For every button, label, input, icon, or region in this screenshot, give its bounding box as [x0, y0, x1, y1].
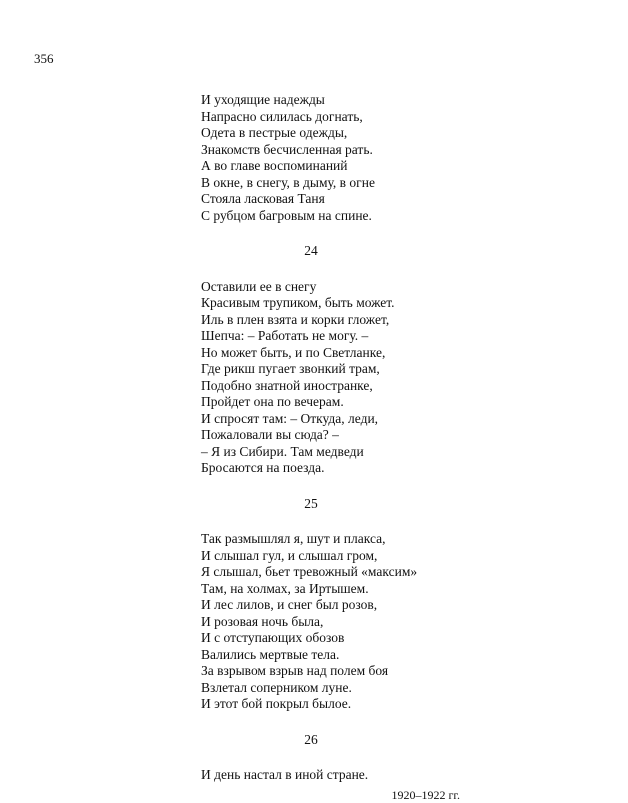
poem-line: Подобно знатной иностранке,: [201, 377, 373, 393]
poem-line: Бросаются на поезда.: [201, 460, 325, 475]
poem-line: И лес лилов, и снег был розов,: [201, 597, 378, 612]
poem-line: Напрасно силилась догнать,: [201, 108, 363, 124]
poem-line: Шепча: – Работать не могу. –: [201, 328, 369, 343]
stanza: [201, 767, 501, 784]
poem-line: С рубцом багровым на спине.: [201, 207, 372, 223]
poem-line: Там, на холмах, за Иртышем.: [201, 580, 369, 596]
poem-line: А во главе воспоминаний: [201, 158, 348, 173]
poem-line: Красивым трупиком, быть может.: [201, 295, 395, 310]
stanza-number: 26: [304, 731, 318, 747]
stanza: [201, 279, 501, 477]
poem-line: – Я из Сибири. Там медведи: [201, 443, 364, 459]
stanza-number: 24: [304, 243, 318, 258]
date-line: 1920–1922 гг.: [391, 787, 460, 802]
poem-line: Знакомств бесчисленная рать.: [201, 141, 373, 157]
poem-line: Пожаловали вы сюда? –: [201, 427, 339, 442]
poem-line: Так размышлял я, шут и плакса,: [201, 531, 386, 546]
page-number: 356: [34, 51, 54, 66]
poem-line: В окне, в снегу, в дыму, в огне: [201, 174, 375, 190]
stanza: [201, 92, 501, 224]
poem-line: И с отступающих обозов: [201, 630, 345, 645]
poem-line: И розовая ночь была,: [201, 613, 324, 629]
poem-line: Но может быть, и по Светланке,: [201, 344, 386, 360]
poem-line: За взрывом взрыв над полем боя: [201, 663, 389, 678]
poem: [201, 92, 501, 803]
poem-line: Взлетал соперником луне.: [201, 679, 352, 695]
poem-line: Пройдет она по вечерам.: [201, 394, 344, 409]
poem-line: И уходящие надежды: [201, 92, 325, 107]
poem-line: Одета в пестрые одежды,: [201, 125, 348, 140]
poem-line: И спросят там: – Откуда, леди,: [201, 410, 379, 426]
poem-line: Иль в плен взята и корки гложет,: [201, 311, 390, 327]
poem-line: Валились мертвые тела.: [201, 646, 340, 662]
stanza-number: 25: [304, 495, 318, 511]
poem-line: Стояла ласковая Таня: [201, 191, 325, 206]
poem-line: Оставили ее в снегу: [201, 278, 317, 294]
poem-line: И день настал в иной стране.: [201, 767, 369, 782]
poem-line: И этот бой покрыл былое.: [201, 696, 352, 711]
stanza: [201, 531, 501, 713]
poem-line: Я слышал, бьет тревожный «максим»: [201, 564, 418, 579]
poem-line: И слышал гул, и слышал гром,: [201, 547, 378, 563]
poem-line: Где рикш пугает звонкий трам,: [201, 361, 380, 376]
